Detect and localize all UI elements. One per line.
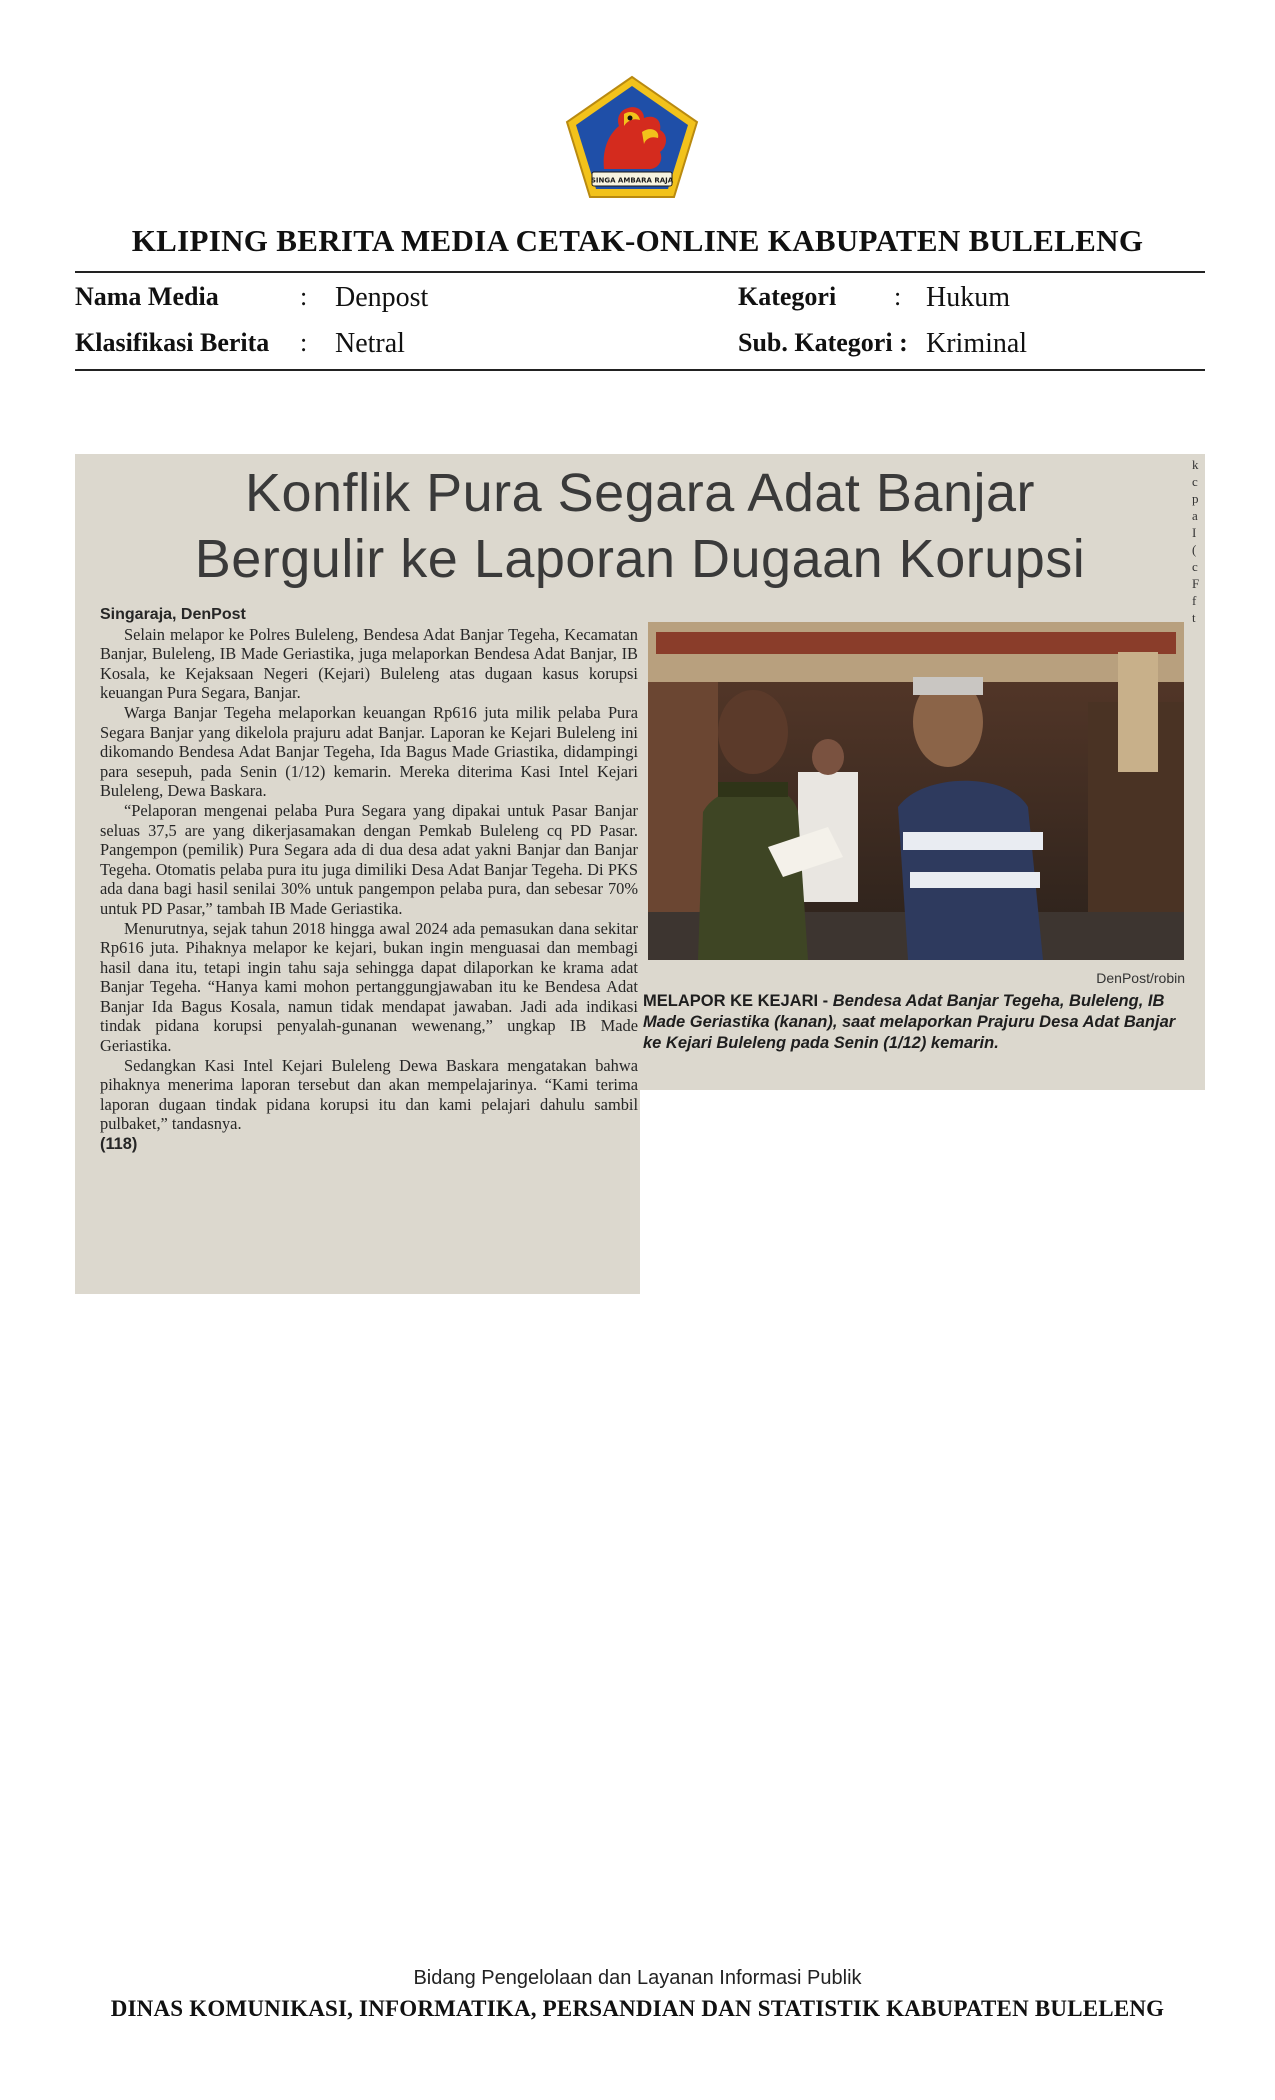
footer-department: Bidang Pengelolaan dan Layanan Informasi Publik xyxy=(413,1967,862,1989)
photo-caption xyxy=(643,991,1191,1054)
edge-letter: f xyxy=(1192,593,1197,608)
footer-agency: DINAS KOMUNIKASI, INFORMATIKA, PERSANDIAN DAN STATISTIK KABUPATEN BULELENG xyxy=(110,1996,1165,2021)
edge-letter: c xyxy=(1192,474,1198,489)
klasifikasi-value: Netral xyxy=(335,328,405,359)
subkategori-label: Sub. Kategori : xyxy=(738,328,908,357)
article-paragraph: Sedangkan Kasi Intel Kejari Buleleng Dewa Baskara mengatakan bahwa pihaknya menerima laporan tersebut dan akan mempelajarinya. “Kami terima laporan dugaan tindak pidana korupsi itu dan kami pelajari dahulu sambil pulbaket,” tandasnya. xyxy=(100,1055,638,1134)
news-photo xyxy=(648,622,1184,960)
kategori-colon: : xyxy=(894,282,902,311)
photo-credit: DenPost/robin xyxy=(1096,970,1185,986)
headline-line-1: Konflik Pura Segara Adat Banjar xyxy=(245,463,1035,523)
headline-line-2: Bergulir ke Laporan Dugaan Korupsi xyxy=(194,529,1086,589)
adjacent-article-edge xyxy=(1192,456,1205,676)
article-paragraph: Selain melapor ke Polres Buleleng, Bendesa Adat Banjar Tegeha, Kecamatan Banjar, Buleleng, IB Made Geriastika, juga melaporkan Bendesa Adat Banjar, IB Kosala, ke Kejaksaan Negeri (Kejari) Buleleng atas dugaan kasus korupsi keuangan Pura Segara, Banjar. xyxy=(100,624,638,703)
media-colon: : xyxy=(300,282,308,311)
klasifikasi-label: Klasifikasi Berita xyxy=(75,328,270,357)
klasifikasi-colon: : xyxy=(300,328,308,357)
logo-motto-text: SINGA AMBARA RAJA xyxy=(590,176,674,185)
header-bottom-rule xyxy=(75,369,1205,371)
media-value: Denpost xyxy=(335,282,429,313)
header-top-rule xyxy=(75,271,1205,273)
edge-letter: c xyxy=(1192,559,1198,574)
edge-letter: ( xyxy=(1192,542,1197,557)
media-label: Nama Media xyxy=(75,282,219,311)
article-paragraph: Menurutnya, sejak tahun 2018 hingga awal 2024 ada pemasukan dana sekitar Rp616 juta. Pihaknya melapor ke kejari, bukan ingin menguasai dan membagi hasil dana itu, tetapi ingin tahu saja sehingga dapat dilaporkan ke krama adat Banjar Tegeha. “Hanya kami mohon pertanggungjawaban itu ke Bendesa Adat Banjar Ida Bagus Kosala, namun tidak mendapat jawaban. Jadi ada indikasi tindak pidana korupsi penyalah-gunanan wewenang,” ungkap IB Made Geriastika. xyxy=(100,918,638,1056)
edge-letter: F xyxy=(1192,576,1200,591)
buleleng-emblem-logo xyxy=(564,74,700,200)
article-signature: (118) xyxy=(100,1135,138,1154)
clipping-headline xyxy=(75,460,1205,592)
caption-body: Bendesa Adat Banjar Tegeha, Buleleng, IB Made Geriastika (kanan), saat melaporkan Prajuru Desa Adat Banjar ke Kejari Buleleng pada Senin (1/12) kemarin. xyxy=(643,992,1176,1052)
edge-letter: a xyxy=(1192,508,1198,523)
document-title: KLIPING BERITA MEDIA CETAK-ONLINE KABUPATEN BULELENG xyxy=(131,223,1144,258)
edge-letter: I xyxy=(1192,525,1197,540)
article-paragraph: Warga Banjar Tegeha melaporkan keuangan Rp616 juta milik pelaba Pura Segara Banjar yang dikelola prajuru adat Banjar. Laporan ke Kejari Buleleng ini dikomando Bendesa Adat Banjar Tegeha, Ida Bagus Made Griastika, didampingi para sesepuh, pada Senin (1/12) kemarin. Mereka diterima Kasi Intel Kejari Buleleng, Dewa Baskara. xyxy=(100,702,638,801)
edge-letter: t xyxy=(1192,610,1196,625)
subkategori-value: Kriminal xyxy=(926,328,1028,359)
edge-letter: p xyxy=(1192,491,1199,506)
kategori-value: Hukum xyxy=(926,282,1010,313)
article-body xyxy=(100,605,638,1285)
kategori-label: Kategori xyxy=(738,282,837,311)
caption-heading: MELAPOR KE KEJARI - xyxy=(643,992,829,1010)
edge-letter: k xyxy=(1192,457,1199,472)
article-dateline: Singaraja, DenPost xyxy=(100,606,246,623)
article-paragraph: “Pelaporan mengenai pelaba Pura Segara yang dipakai untuk Pasar Banjar seluas 37,5 are yang dikerjasamakan dengan Pemkab Buleleng cq PD Pasar. Pangempon (pemilik) Pura Segara ada di dua desa adat yakni Banjar dan Banjar Tegeha. Otomatis pelaba pura itu juga dimiliki Desa Adat Banjar Tegeha. Di PKS ada dana bagi hasil senilai 30% untuk pangempon pelaba pura, dan sebesar 70% untuk PD Pasar,” tambah IB Made Geriastika. xyxy=(100,800,638,918)
